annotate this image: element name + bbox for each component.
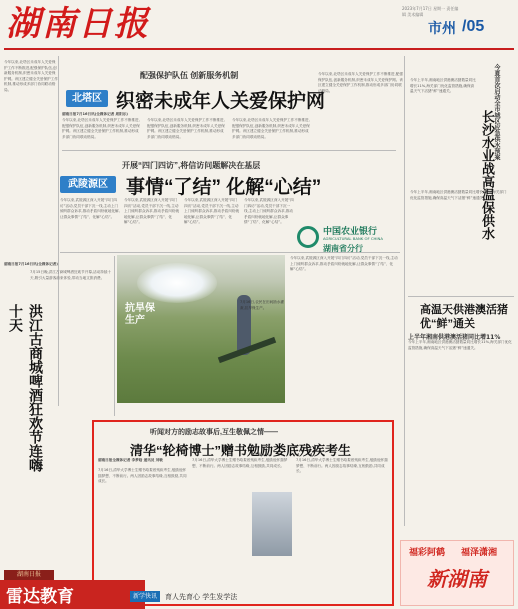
- page-number: /05: [462, 18, 485, 35]
- column-divider: [404, 56, 405, 526]
- story1-body-col2: 今年以来,北塔区未成年人关爱保护工作不断推进,配强保护队伍,创新服务机制,织密未成年人关爱保护网。该区建立健全关爱保护工作机制,推动形成多部门协同联动格局。: [147, 118, 225, 139]
- story1-district-tag: 北塔区: [66, 90, 108, 107]
- story4-photo: [252, 492, 292, 556]
- divider: [408, 296, 514, 297]
- story2-headline: 事情“了结” 化解“心结”: [126, 177, 322, 198]
- right2-subhead: 上半年湘南供港澳活猪同比增11%: [408, 334, 501, 341]
- water-spray: [137, 263, 217, 303]
- right2-headline: 高温天供港澳活猪优“鲜”通关: [420, 304, 508, 330]
- story3-body: 7月15日晚,洪江古商城啤酒狂欢节开幕,活动持续十天,吸引大量游客前来体验,带动当地文旅消费。: [30, 270, 112, 280]
- story1-byline: 湖南日报7月16日讯(全媒体记者 周阳乐): [62, 112, 128, 116]
- story4-headline: 清华“轮椅博士”赠书勉励娄底残疾考生: [130, 443, 352, 458]
- photo-tag: 抗旱保生产: [125, 303, 155, 326]
- newspaper-logo: 湖南日报: [4, 570, 54, 580]
- story3-byline: 湖南日报7月16日讯(全媒体记者): [4, 262, 58, 266]
- story4-body-col1: 7月16日,清华大学博士生赠书给娄底残疾考生,勉励他怀揣梦想、不断前行。两人因励志故事结缘,互相鼓励,共同成长。: [98, 468, 187, 484]
- ad-line1: 福彩阿鹤: [409, 548, 446, 558]
- photo-caption: 7月16日,农民在田间抽水灌溉,抗旱保生产。: [240, 300, 284, 310]
- story2-body-col2: 今年以来,武陵源区深入开展“四门四访”活动,党员干部下沉一线,主动上门倾听群众诉求,推动矛盾纠纷就地化解,让群众事情“了结”、化解“心结”。: [124, 198, 180, 225]
- story2-district-tag: 武陵源区: [60, 176, 116, 193]
- bottom-banner[interactable]: [0, 580, 145, 609]
- left-col-text: 今年以来,北塔区未成年人关爱保护工作不断推进,配强保护队伍,创新服务机制,织密未成年人关爱保护网。该区建立健全关爱保护工作机制,推动形成多部门协同联动格局。: [4, 60, 58, 92]
- bottom-tag: 新学快讯: [130, 591, 160, 602]
- right1-body: 今年上半年,湘南地区供港澳活猪数量同比增长11%,海关部门优化监管措施,确保高温天气下活猪“鲜”速通关。: [410, 78, 476, 94]
- bank-branch: 湖南省分行: [323, 244, 363, 253]
- story4-body-col3: 7月16日,清华大学博士生赠书给娄底残疾考生,勉励他怀揣梦想、不断前行。两人因励志故事结缘,互相鼓励,共同成长。: [296, 458, 388, 474]
- right1-body-cont: 今年上半年,湘南地区供港澳活猪数量同比增长11%,海关部门优化监管措施,确保高温天气下活猪“鲜”速通关。: [410, 190, 507, 200]
- bottom-banner-title: 雷达教育: [6, 587, 74, 606]
- lottery-ad[interactable]: [400, 540, 514, 606]
- right2-body: 今年上半年,湘南地区供港澳活猪数量同比增长11%,海关部门优化监管措施,确保高温天气下活猪“鲜”速通关。: [408, 340, 512, 350]
- story1-body-col1: 今年以来,北塔区未成年人关爱保护工作不断推进,配强保护队伍,创新服务机制,织密未成年人关爱保护网。该区建立健全关爱保护工作机制,推动形成多部门协同联动格局。: [62, 118, 140, 139]
- story2-body-col4: 今年以来,武陵源区深入开展“四门四访”活动,党员干部下沉一线,主动上门倾听群众诉求,推动矛盾纠纷就地化解,让群众事情“了结”、化解“心结”。: [244, 198, 294, 225]
- masthead-meta: 2023年7月17日 星期一 责任编辑 美术编辑: [402, 6, 459, 17]
- masthead-title: 湖南日报: [6, 4, 150, 44]
- bank-logo-icon: [297, 226, 319, 248]
- story1-body-col3: 今年以来,北塔区未成年人关爱保护工作不断推进,配强保护队伍,创新服务机制,织密未成年人关爱保护网。该区建立健全关爱保护工作机制,推动形成多部门协同联动格局。: [232, 118, 310, 139]
- story3-vertical-headline: 洪江古商城啤酒狂欢节连嗨十天: [8, 304, 44, 472]
- section-name: 市州: [428, 20, 456, 36]
- masthead-rule: [4, 48, 514, 50]
- story1-kicker: 配强保护队伍 创新服务机制: [140, 71, 239, 80]
- bottom-caption: 育人先育心 学生发学法: [165, 593, 238, 601]
- story1-headline: 织密未成年人关爱保护网: [116, 91, 326, 112]
- story1-body-col4: 今年以来,北塔区未成年人关爱保护工作不断推进,配强保护队伍,创新服务机制,织密未成年人关爱保护网。该区建立健全关爱保护工作机制,推动形成多部门协同联动格局。: [318, 72, 403, 93]
- ad-line3: 新湖南: [427, 567, 487, 591]
- story4-byline: 湖南日报全媒体记者 李梦晗 通讯员 刘敏: [98, 458, 163, 462]
- story4-body-col2: 7月16日,清华大学博士生赠书给娄底残疾考生,勉励他怀揣梦想、不断前行。两人因励志故事结缘,互相鼓励,共同成长。: [192, 458, 288, 468]
- ad-line2: 福泽潇湘: [461, 548, 498, 558]
- right1-vertical-headline: 长沙水业战高温保供水: [480, 110, 495, 240]
- bank-name: 中国农业银行: [323, 227, 378, 237]
- column-divider: [114, 256, 115, 416]
- story2-body-col3: 今年以来,武陵源区深入开展“四门四访”活动,党员干部下沉一线,主动上门倾听群众诉求,推动矛盾纠纷就地化解,让群众事情“了结”、化解“心结”。: [184, 198, 240, 225]
- divider: [62, 150, 396, 151]
- story4-kicker: 听闻对方的励志故事后,互生敬佩之情——: [150, 429, 278, 436]
- story2-body-col1: 今年以来,武陵源区深入开展“四门四访”活动,党员干部下沉一线,主动上门倾听群众诉求,推动矛盾纠纷就地化解,让群众事情“了结”、化解“心结”。: [60, 198, 120, 219]
- story2-body-cont: 今年以来,武陵源区深入开展“四门四访”活动,党员干部下沉一线,主动上门倾听群众诉求,推动矛盾纠纷就地化解,让群众事情“了结”、化解“心结”。: [290, 256, 398, 272]
- bank-name-en: AGRICULTURAL BANK OF CHINA: [323, 236, 383, 241]
- story2-kicker: 开展“四门四访”,将信访问题解决在基层: [122, 161, 261, 170]
- right1-kicker: 今夏首次启动全市城区应急供水预案: [493, 64, 499, 160]
